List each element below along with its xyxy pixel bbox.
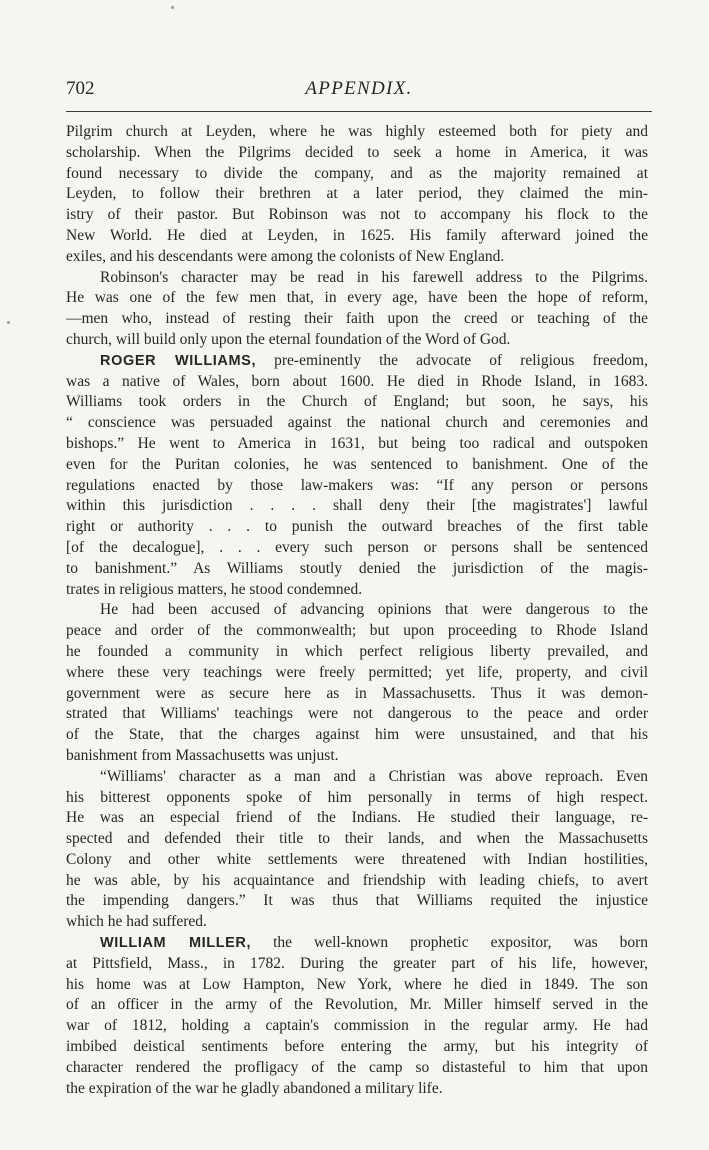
line-text: of the State, that the charges against him were unsustained, and that his: [66, 726, 648, 744]
text-line: [66, 517, 648, 538]
line-text: “ conscience was persuaded against the national church and ceremonies and: [66, 414, 648, 432]
line-text: [of the decalogue], . . . every such person or persons shall be sentenced: [66, 538, 648, 556]
text-line: [66, 1037, 648, 1058]
line-text: he was able, by his acquaintance and friendship with leading chiefs, to avert: [66, 871, 648, 889]
line-text: regulations enacted by those law-makers was: “If any person or persons: [66, 476, 648, 494]
line-text: trates in religious matters, he stood condemned.: [66, 580, 363, 598]
text-line: [66, 621, 648, 642]
text-line: [66, 559, 648, 580]
text-line: [66, 767, 648, 788]
line-text: found necessary to divide the company, and as the majority remained at: [66, 164, 648, 182]
line-text: Colony and other white settlements were threatened with Indian hostilities,: [66, 850, 648, 868]
line-text: his home was at Low Hampton, New York, where he died in 1849. The son: [66, 975, 648, 993]
text-line: [66, 1079, 648, 1100]
text-line: [66, 268, 648, 289]
line-text: character rendered the profligacy of the camp so distasteful to him that upon: [66, 1058, 648, 1076]
text-line: [66, 288, 648, 309]
text-line: [66, 164, 648, 185]
line-text: pre-eminently the advocate of religious freedom,: [256, 351, 648, 369]
text-line: [66, 372, 648, 393]
text-line: [66, 434, 648, 455]
text-line: [66, 580, 648, 601]
line-text: exiles, and his descendants were among the colonists of New England.: [66, 247, 505, 265]
text-line: [66, 788, 648, 809]
text-line: [66, 933, 648, 954]
line-text: to banishment.” As Williams stoutly denied the jurisdiction of the magis-: [66, 559, 648, 577]
line-text: was a native of Wales, born about 1600. He died in Rhode Island, in 1683.: [66, 372, 648, 390]
text-line: [66, 455, 648, 476]
text-line: [66, 829, 648, 850]
line-text: peace and order of the commonwealth; but upon proceeding to Rhode Island: [66, 622, 648, 640]
line-text: within this jurisdiction . . . . shall deny their [the magistrates'] lawful: [66, 497, 648, 515]
line-text: imbibed deistical sentiments before entering the army, but his integrity of: [66, 1038, 648, 1056]
running-head: APPENDIX.: [305, 78, 413, 99]
text-line: [66, 954, 648, 975]
line-text: government were as secure here as in Massachusetts. Thus it was demon-: [66, 684, 648, 702]
line-text: which he had suffered.: [66, 913, 207, 931]
line-text: even for the Puritan colonies, he was sentenced to banishment. One of the: [66, 455, 648, 473]
text-line: [66, 392, 648, 413]
line-text: the expiration of the war he gladly abandoned a military life.: [66, 1079, 443, 1097]
text-line: [66, 413, 648, 434]
line-text: New World. He died at Leyden, in 1625. His family afterward joined the: [66, 226, 648, 244]
line-text: war of 1812, holding a captain's commission in the regular army. He had: [66, 1017, 648, 1035]
page-header: [66, 76, 652, 104]
text-line: [66, 309, 648, 330]
text-line: [66, 725, 648, 746]
text-line: [66, 600, 648, 621]
entry-heading: ROGER WILLIAMS,: [100, 352, 257, 369]
body-text: [66, 122, 648, 1099]
text-line: [66, 850, 648, 871]
line-text: strated that Williams' teachings were not dangerous to the peace and order: [66, 705, 648, 723]
entry-heading: WILLIAM MILLER,: [100, 935, 252, 952]
text-line: [66, 205, 648, 226]
line-text: the well-known prophetic expositor, was born: [251, 934, 649, 952]
text-line: [66, 912, 648, 933]
text-line: [66, 247, 648, 268]
line-text: Leyden, to follow their brethren at a later period, they claimed the min-: [66, 185, 648, 203]
text-line: [66, 143, 648, 164]
text-line: [66, 891, 648, 912]
text-line: [66, 1058, 648, 1079]
text-line: [66, 476, 648, 497]
line-text: He was one of the few men that, in every age, have been the hope of reform,: [66, 289, 648, 307]
line-text: he founded a community in which perfect religious liberty prevailed, and: [66, 642, 648, 660]
header-rule: [66, 111, 652, 112]
line-text: Robinson's character may be read in his farewell address to the Pilgrims.: [100, 268, 648, 286]
paper-speck: [171, 6, 174, 9]
text-line: [66, 704, 648, 725]
line-text: banishment from Massachusetts was unjust.: [66, 746, 339, 764]
line-text: of an officer in the army of the Revolution, Mr. Miller himself served in the: [66, 996, 648, 1014]
line-text: right or authority . . . to punish the outward breaches of the first table: [66, 518, 648, 536]
text-line: [66, 496, 648, 517]
text-line: [66, 995, 648, 1016]
text-line: [66, 1016, 648, 1037]
text-line: [66, 975, 648, 996]
text-line: [66, 538, 648, 559]
text-line: [66, 808, 648, 829]
line-text: where these very teachings were freely permitted; yet life, property, and civil: [66, 663, 648, 681]
line-text: his bitterest opponents spoke of him personally in terms of high respect.: [66, 788, 648, 806]
line-text: “Williams' character as a man and a Christian was above reproach. Even: [100, 767, 648, 785]
line-text: istry of their pastor. But Robinson was not to accompany his flock to the: [66, 206, 648, 224]
text-line: [66, 642, 648, 663]
paper-speck: [7, 321, 10, 324]
line-text: Pilgrim church at Leyden, where he was highly esteemed both for piety and: [66, 123, 648, 140]
page-number: 702: [66, 78, 95, 99]
text-line: [66, 226, 648, 247]
line-text: at Pittsfield, Mass., in 1782. During the greater part of his life, however,: [66, 954, 648, 972]
text-line: [66, 663, 648, 684]
line-text: —men who, instead of resting their faith upon the creed or teaching of the: [66, 310, 648, 328]
text-line: [66, 351, 648, 372]
line-text: He was an especial friend of the Indians. He studied their language, re-: [66, 809, 648, 827]
text-line: [66, 871, 648, 892]
text-line: [66, 684, 648, 705]
line-text: scholarship. When the Pilgrims decided to seek a home in America, it was: [66, 143, 648, 161]
text-line: [66, 122, 648, 143]
text-line: [66, 330, 648, 351]
line-text: bishops.” He went to America in 1631, but being too radical and outspoken: [66, 434, 648, 452]
line-text: spected and defended their title to their lands, and when the Massachusetts: [66, 830, 648, 848]
line-text: church, will build only upon the eternal foundation of the Word of God.: [66, 330, 511, 348]
line-text: Williams took orders in the Church of England; but soon, he says, his: [66, 393, 648, 411]
text-line: [66, 746, 648, 767]
line-text: the impending dangers.” It was thus that Williams requited the injustice: [66, 892, 648, 910]
text-line: [66, 184, 648, 205]
line-text: He had been accused of advancing opinions that were dangerous to the: [100, 601, 648, 619]
